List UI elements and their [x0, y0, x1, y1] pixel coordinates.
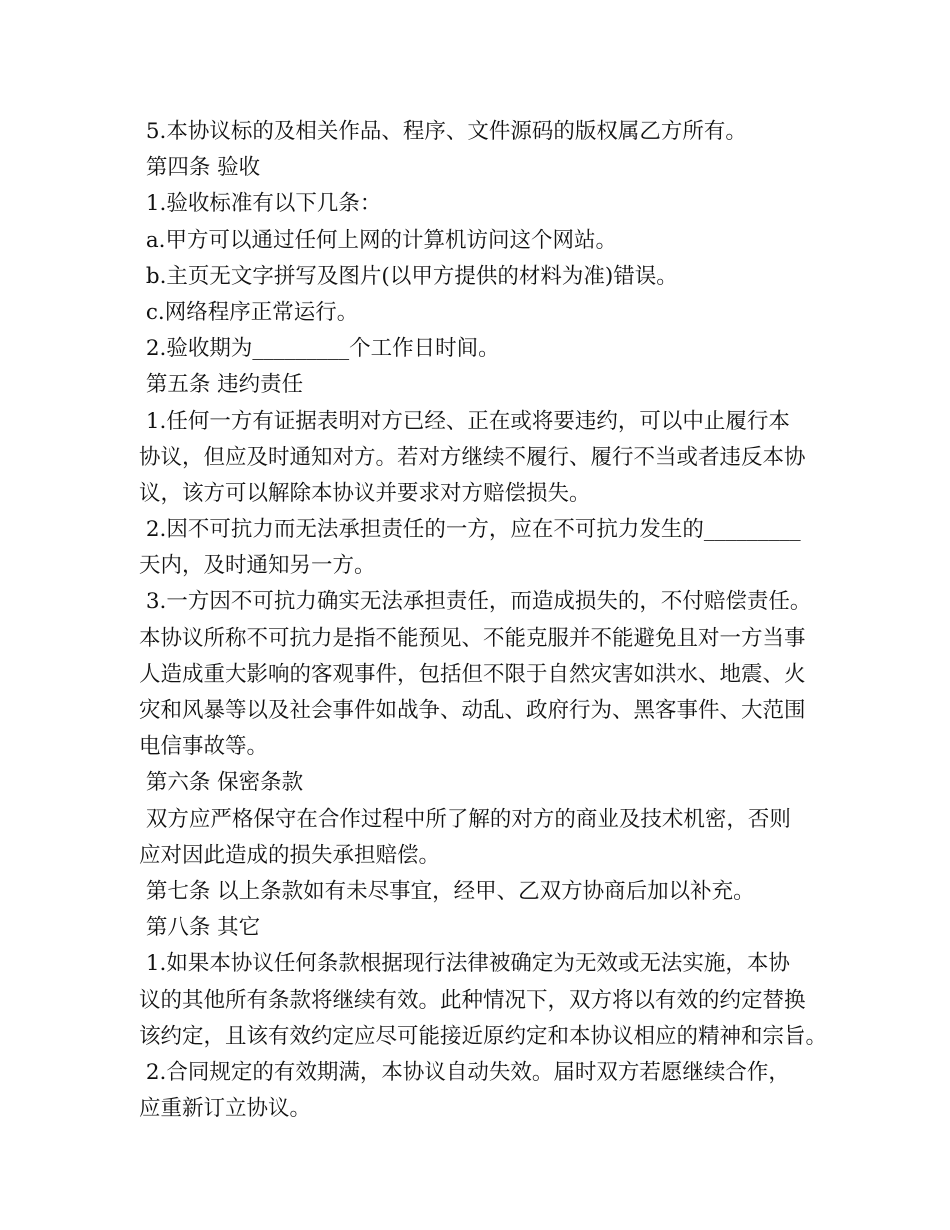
text-line: 2.因不可抗力而无法承担责任的一方，应在不可抗力发生的_________ [139, 517, 801, 543]
text-line: 2.验收期为_________个工作日时间。 [139, 336, 500, 362]
text-line: 该约定，且该有效约定应尽可能接近原约定和本协议相应的精神和宗旨。 [139, 1023, 828, 1049]
text-line: 1.如果本协议任何条款根据现行法律被确定为无效或无法实施，本协 [139, 951, 790, 977]
section-heading-acceptance: 第四条 验收 [139, 155, 261, 181]
text-line: 应对因此造成的损失承担赔偿。 [139, 842, 441, 868]
text-line: 应重新订立协议。 [139, 1096, 312, 1122]
text-line: 灾和风暴等以及社会事件如战争、动乱、政府行为、黑客事件、大范围 [139, 698, 806, 723]
text-line: 本协议所称不可抗力是指不能预见、不能克服并不能避免且对一方当事 [139, 625, 806, 651]
text-line: 议的其他所有条款将继续有效。此种情况下，双方将以有效的约定替换 [139, 987, 806, 1013]
text-line: 双方应严格保守在合作过程中所了解的对方的商业及技术机密，否则 [139, 806, 791, 832]
text-line: b.主页无文字拼写及图片(以甲方提供的材料为准)错误。 [139, 263, 678, 289]
text-line: c.网络程序正常运行。 [139, 299, 359, 325]
section-heading-supplement: 第七条 以上条款如有未尽事宜，经甲、乙双方协商后加以补充。 [139, 878, 755, 904]
text-line: 2.合同规定的有效期满，本协议自动失效。届时双方若愿继续合作， [139, 1059, 790, 1085]
text-line: 电信事故等。 [139, 734, 269, 760]
section-heading-confidentiality: 第六条 保密条款 [139, 770, 304, 796]
text-line: 1.任何一方有证据表明对方已经、正在或将要违约，可以中止履行本 [139, 408, 790, 434]
text-line: 议，该方可以解除本协议并要求对方赔偿损失。 [139, 480, 591, 506]
section-heading-other: 第八条 其它 [139, 915, 261, 941]
text-line: 3.一方因不可抗力确实无法承担责任，而造成损失的，不付赔偿责任。 [139, 589, 812, 615]
document-body [139, 114, 828, 1127]
text-line: 天内，及时通知另一方。 [139, 553, 376, 579]
text-line: 1.验收标准有以下几条： [139, 191, 382, 217]
text-line: 协议，但应及时通知对方。若对方继续不履行、履行不当或者违反本协 [139, 444, 806, 470]
section-heading-breach: 第五条 违约责任 [139, 372, 304, 398]
text-line: 人造成重大影响的客观事件，包括但不限于自然灾害如洪水、地震、火 [139, 661, 806, 687]
text-line: 5.本协议标的及相关作品、程序、文件源码的版权属乙方所有。 [139, 119, 747, 144]
text-line: a.甲方可以通过任何上网的计算机访问这个网站。 [139, 227, 617, 253]
